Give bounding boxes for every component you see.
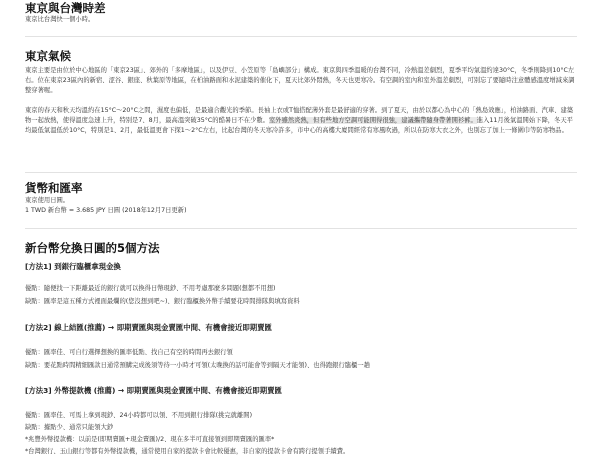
method-2-cons: 缺點：要花點時間精細匯款日通常預購完成後須等待一小時才可領(太晚換的話可能會等到隔天才能領)、也得跑銀行臨櫃一趟 xyxy=(25,362,370,369)
climate-text-winter: 進入11月後氣溫開始下降，冬天平均最低氣溫低於10°C，特別是1、2月，最低溫更會下探1～2°C左右，比起台灣的冬天寒冷許多，市中心的高樓大廈間經常有寒風吹過，所以在防寒大衣之外，也別忘了加上一條圍巾等防寒物品。 xyxy=(25,117,573,134)
method-1-title: [方法1] 到銀行臨櫃拿現金換 xyxy=(25,262,121,271)
timezone-text: 東京比台灣快一個小時。 xyxy=(25,16,95,23)
method-3-cons: 缺點：據點少、通常只能領大鈔 xyxy=(25,424,114,431)
climate-paragraph-1: 東京主要是由位於中心地區的「東京23區」、郊外的「多摩地區」，以及伊豆、小笠原等「島嶼部分」構成。東京與四季溫暖的台灣不同，冷熱溫差劇烈，夏季平均氣溫約達30°C，冬季則降到10°C左右。位在東京23區內的新宿、涩谷、銀座、秋葉原等地區，在柏油路面和水泥建築的催化下，夏天比郊外悶熱，冬天也更寒冷。有空調的室內和室外溫差劇烈，可別忘了要隨時注意體感溫度增減來調整穿著喔。 xyxy=(25,67,575,94)
climate-paragraph-2 xyxy=(25,106,577,136)
section-title-timezone: 東京與台灣時差 xyxy=(25,1,106,15)
climate-text-spring-summer: 東京的春天和秋天均溫約在15°C～20°C之間，濕度也偏低，是最適合觀光的季節。長袖上衣或T恤搭配薄外套是最舒適的穿著。到了夏天，由於以都心為中心的「熱島效應」，柏油路面、汽車、建築物一起放熱，使得溫度急速上升，特別是7、8月，最高溫突破35°C的酷暑日不在少數。 xyxy=(25,107,574,124)
section-title-climate: 東京氣候 xyxy=(25,49,71,63)
method-3-note-2: *台灣銀行、玉山銀行等都有外幣提款機，通常使用自家的提款卡會比較優惠，非自家的提款卡會有跨行提領手續費。 xyxy=(25,448,350,455)
section-divider xyxy=(25,36,577,37)
section-divider xyxy=(25,172,577,173)
section-title-methods: 新台幣兌換日圓的5個方法 xyxy=(25,241,160,255)
method-3-pros: 優點：匯率佳、可馬上拿到現鈔、24小時都可以領、不用到銀行排隊(挑完就離開) xyxy=(25,412,253,419)
section-divider xyxy=(25,228,577,229)
method-1-cons: 缺點：匯率是這五種方式裡面最爛的(您沒想到吧~)、銀行臨櫃換外幣手續要花時間排隊與填寫資料 xyxy=(25,298,300,305)
method-2-title: [方法2] 線上結匯(推薦) → 即期賣匯與現金賣匯中間、有機會接近即期賣匯 xyxy=(25,323,272,332)
method-2-pros: 優點：匯率佳、可自行選擇想換的匯率低點、找自己有空的時間再去銀行領 xyxy=(25,349,233,356)
climate-text-highlight: 室外雖然炎熱，但有些地方空調可能開得很強，建議攜帶隨身帶著開衫裤。 xyxy=(268,117,477,124)
method-1-pros: 優點：隨便找一下距離最近的銀行就可以換得日幣現鈔、不用考慮那麼多問題(想都不用想) xyxy=(25,285,276,292)
currency-line-1: 東京使用日圓。 xyxy=(25,197,70,204)
method-3-note-1: *兆豐外幣提款機：以前是(即期賣匯+現金賣匯)/2、現在多半可直接領到即期賣匯的匯率* xyxy=(25,436,275,443)
section-title-currency: 貨幣和匯率 xyxy=(25,181,83,195)
method-3-title: [方法3] 外幣提款機 (推薦) → 即期賣匯與現金賣匯中間、有機會接近即期賣匯 xyxy=(25,386,282,395)
currency-rate-line: 1 TWD 新台幣 = 3.685 JPY 日圓 (2018年12月7日更新) xyxy=(25,207,187,214)
